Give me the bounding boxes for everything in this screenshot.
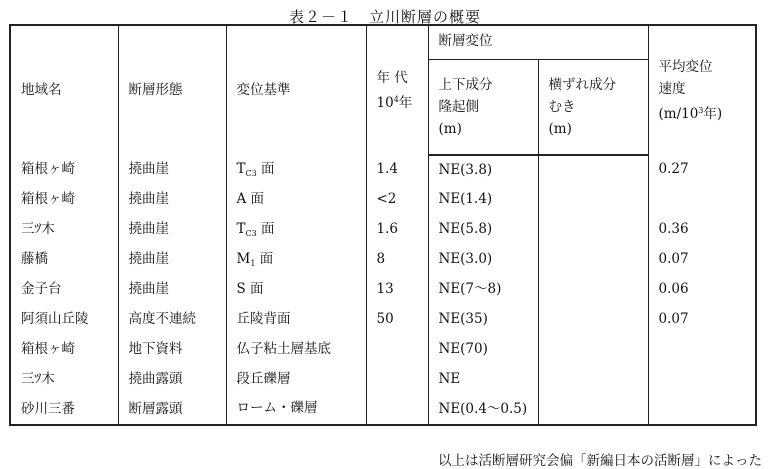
datum-main: S 面	[236, 280, 264, 297]
header-age-exp: 4	[393, 95, 399, 104]
cell-area: 阿須山丘陵	[21, 311, 89, 328]
cell-form: 撓曲崖	[118, 275, 226, 305]
cell-age: 1.6	[366, 215, 428, 245]
table-row	[10, 365, 756, 395]
cell-form: 撓曲崖	[118, 185, 226, 215]
cell-age: 13	[366, 275, 428, 305]
header-rate	[648, 25, 756, 155]
cell-vertical: NE(5.8)	[428, 215, 538, 245]
cell-age: 8	[366, 245, 428, 275]
cell-datum	[226, 395, 366, 425]
datum-suffix: 面	[256, 160, 275, 177]
table-row	[10, 305, 756, 335]
table-title: 表２－１ 立川断層の概要	[288, 8, 481, 26]
cell-strike	[538, 155, 648, 185]
cell-datum	[226, 305, 366, 335]
cell-strike	[538, 215, 648, 245]
cell-area: 金子台	[21, 281, 62, 298]
datum-main: T	[236, 160, 246, 177]
table-row	[10, 215, 756, 245]
cell-rate: 0.07	[648, 305, 756, 335]
cell-age	[366, 395, 428, 425]
cell-vertical: NE	[428, 365, 538, 395]
cell-strike	[538, 365, 648, 395]
cell-vertical: NE(3.8)	[428, 155, 538, 185]
cell-rate: 0.27	[648, 155, 756, 185]
cell-datum	[226, 245, 366, 275]
cell-vertical: NE(7～8)	[428, 275, 538, 305]
cell-area: 三ﾂ木	[21, 221, 55, 238]
cell-strike	[538, 245, 648, 275]
source-note: 以上は活断層研究会偏「新編日本の活断層」によった	[438, 453, 762, 469]
datum-main: ローム・礫層	[236, 400, 318, 417]
header-strike-line2: むき	[548, 98, 576, 115]
cell-vertical: NE(35)	[428, 305, 538, 335]
cell-rate: 0.06	[648, 275, 756, 305]
cell-form: 撓曲崖	[118, 155, 226, 185]
cell-strike	[538, 305, 648, 335]
cell-area: 箱根ヶ崎	[21, 191, 75, 208]
header-age-base: 10	[376, 95, 394, 111]
header-displacement-group: 断層変位	[428, 25, 648, 59]
cell-vertical: NE(1.4)	[428, 185, 538, 215]
table-row	[10, 155, 756, 185]
header-rate-pre: (m/10	[658, 106, 699, 122]
cell-datum	[226, 275, 366, 305]
datum-suffix: 面	[255, 250, 274, 267]
header-rate-post: 年)	[703, 106, 723, 122]
cell-datum	[226, 335, 366, 365]
cell-rate	[648, 185, 756, 215]
datum-main: 丘陵背面	[236, 310, 291, 327]
cell-area: 箱根ヶ崎	[21, 161, 75, 178]
cell-area: 砂川三番	[21, 400, 75, 417]
datum-main: M	[236, 250, 251, 267]
header-age	[366, 25, 428, 155]
cell-datum	[226, 185, 366, 215]
header-rate-line3	[659, 100, 756, 125]
table-row	[10, 335, 756, 365]
cell-area: 箱根ヶ崎	[21, 341, 75, 358]
header-age-unit: 年	[398, 95, 413, 111]
header-form: 断層形態	[118, 25, 226, 155]
cell-rate	[648, 335, 756, 365]
header-age-line1: 年 代	[376, 70, 408, 86]
datum-subscript: C3	[245, 168, 257, 178]
datum-main: 仏子粘土層基底	[236, 340, 331, 357]
cell-rate	[648, 395, 756, 425]
cell-datum	[226, 365, 366, 395]
datum-main: T	[236, 220, 246, 237]
header-age-line2	[377, 89, 428, 114]
cell-strike	[538, 395, 648, 425]
header-strike-line3: (m)	[548, 120, 572, 137]
cell-strike	[538, 275, 648, 305]
datum-main: A 面	[236, 190, 265, 207]
header-rate-exp: 3	[698, 106, 704, 115]
cell-form: 撓曲崖	[118, 245, 226, 275]
cell-datum	[226, 155, 366, 185]
cell-age	[366, 335, 428, 365]
cell-strike	[538, 335, 648, 365]
datum-main: 段丘礫層	[236, 370, 291, 387]
cell-form: 断層露頭	[118, 395, 226, 425]
cell-vertical: NE(0.4～0.5)	[428, 395, 538, 425]
table-row	[10, 185, 756, 215]
cell-age: 50	[366, 305, 428, 335]
header-strike	[538, 59, 648, 155]
datum-subscript: C3	[245, 228, 257, 238]
datum-subscript: 1	[250, 258, 256, 268]
cell-vertical: NE(70)	[428, 335, 538, 365]
table-row	[10, 275, 756, 305]
header-area: 地域名	[21, 81, 62, 98]
cell-form: 地下資料	[118, 335, 226, 365]
datum-suffix: 面	[256, 220, 275, 237]
cell-vertical: NE(3.0)	[428, 245, 538, 275]
cell-age: 1.4	[366, 155, 428, 185]
cell-rate: 0.36	[648, 215, 756, 245]
header-vertical	[428, 59, 538, 155]
cell-rate	[648, 365, 756, 395]
cell-strike	[538, 185, 648, 215]
cell-datum	[226, 215, 366, 245]
header-vertical-line2: 隆起側	[438, 98, 479, 115]
fault-summary-table	[9, 24, 757, 426]
cell-form: 高度不連続	[118, 305, 226, 335]
table-body	[10, 155, 756, 425]
cell-rate: 0.07	[648, 245, 756, 275]
cell-form: 撓曲崖	[118, 215, 226, 245]
header-strike-line1: 横ずれ成分	[548, 76, 616, 93]
header-rate-line2: 速度	[658, 81, 686, 97]
header-vertical-line1: 上下成分	[438, 76, 493, 93]
cell-age	[366, 365, 428, 395]
cell-area: 藤橋	[21, 251, 48, 268]
header-rate-line1: 平均変位	[658, 59, 713, 75]
cell-form: 撓曲露頭	[118, 365, 226, 395]
cell-age: <2	[366, 185, 428, 215]
header-vertical-line3: (m)	[438, 120, 462, 137]
table-row	[10, 395, 756, 425]
table-row	[10, 245, 756, 275]
cell-area: 三ﾂ木	[21, 371, 55, 388]
header-datum: 変位基準	[226, 25, 366, 155]
